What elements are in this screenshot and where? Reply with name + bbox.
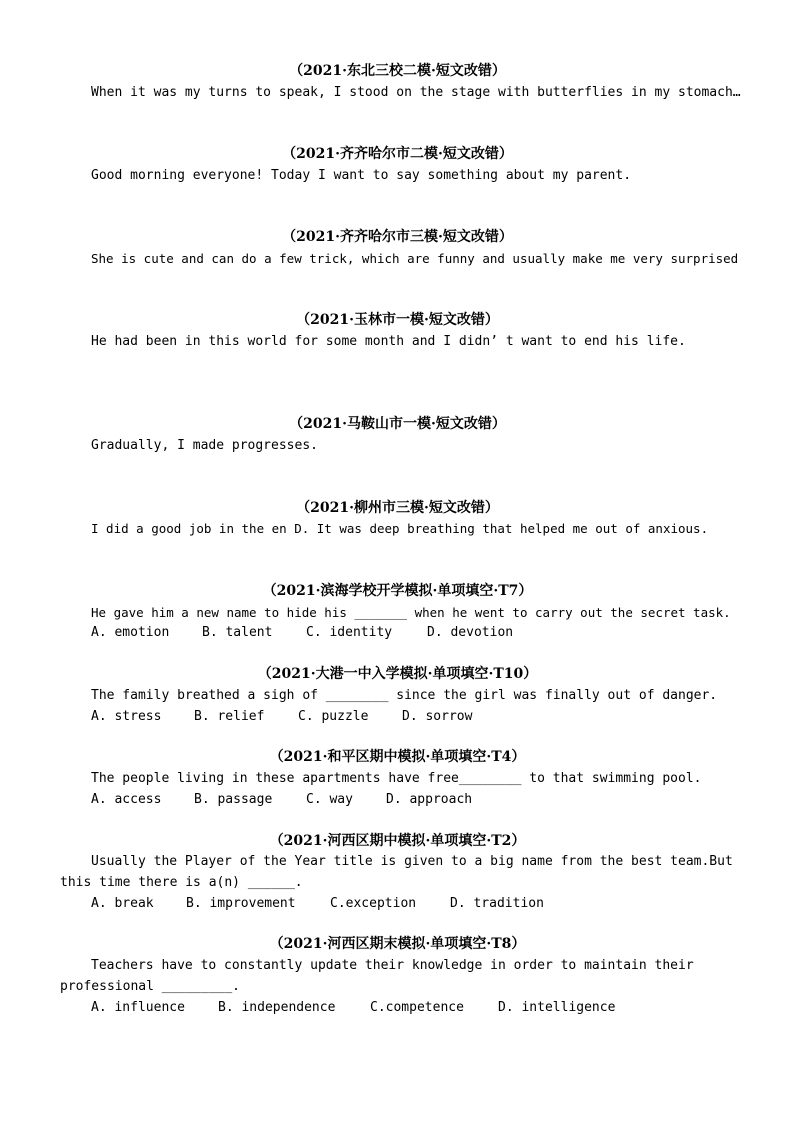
sentence-text: She is cute and can do a few trick, which are funny and usually make me very surprised <box>91 251 739 266</box>
question-stem: The family breathed a sigh of ________ since the girl was finally out of danger. <box>91 688 718 703</box>
option-c: C. way <box>306 792 353 807</box>
option-b: B. independence <box>218 1000 336 1015</box>
option-d: D. intelligence <box>498 1000 616 1015</box>
question-stem: Teachers have to constantly update their knowledge in order to maintain their <box>91 958 694 973</box>
option-d: D. tradition <box>450 896 544 911</box>
section-heading: （2021·大港一中入学模拟·单项填空·T10） <box>257 666 538 682</box>
section-heading: （2021·和平区期中模拟·单项填空·T4） <box>269 749 526 765</box>
option-c: C. identity <box>306 625 393 640</box>
option-a: A. break <box>91 896 154 911</box>
section-heading: （2021·齐齐哈尔市三模·短文改错） <box>282 229 513 245</box>
sentence-text: Good morning everyone! Today I want to say something about my parent. <box>91 168 632 183</box>
section-heading: （2021·齐齐哈尔市二模·短文改错） <box>282 146 513 162</box>
section-heading: （2021·河西区期中模拟·单项填空·T2） <box>269 833 526 849</box>
option-b: B. improvement <box>186 896 296 911</box>
option-d: D. approach <box>386 792 473 807</box>
option-d: D. devotion <box>427 625 514 640</box>
section-heading: （2021·河西区期末模拟·单项填空·T8） <box>269 936 526 952</box>
option-a: A. access <box>91 792 162 807</box>
question-stem-continued: this time there is a(n) ______. <box>60 875 303 890</box>
option-b: B. talent <box>202 625 273 640</box>
option-a: A. influence <box>91 1000 185 1015</box>
option-d: D. sorrow <box>402 709 473 724</box>
section-heading: （2021·东北三校二模·短文改错） <box>289 63 506 79</box>
section-heading: （2021·滨海学校开学模拟·单项填空·T7） <box>262 583 533 599</box>
sentence-text: When it was my turns to speak, I stood on the stage with butterflies in my stomach… <box>91 85 741 100</box>
question-stem-continued: professional _________. <box>60 979 241 994</box>
sentence-text: He had been in this world for some month and I didn’ t want to end his life. <box>91 334 686 349</box>
option-c: C. puzzle <box>298 709 369 724</box>
option-c: C.competence <box>370 1000 464 1015</box>
option-a: A. stress <box>91 709 162 724</box>
question-stem: Usually the Player of the Year title is given to a big name from the best team.But <box>91 854 733 869</box>
option-b: B. relief <box>194 709 265 724</box>
option-a: A. emotion <box>91 625 170 640</box>
section-heading: （2021·柳州市三模·短文改错） <box>296 500 499 516</box>
question-stem: The people living in these apartments have free________ to that swimming pool. <box>91 771 702 786</box>
option-c: C.exception <box>330 896 417 911</box>
option-b: B. passage <box>194 792 273 807</box>
section-heading: （2021·马鞍山市一模·短文改错） <box>289 416 506 432</box>
sentence-text: I did a good job in the en D. It was deep breathing that helped me out of anxious. <box>91 521 709 536</box>
question-stem: He gave him a new name to hide his _______ when he went to carry out the secret task. <box>91 605 731 620</box>
sentence-text: Gradually, I made progresses. <box>91 438 318 453</box>
section-heading: （2021·玉林市一模·短文改错） <box>296 312 499 328</box>
